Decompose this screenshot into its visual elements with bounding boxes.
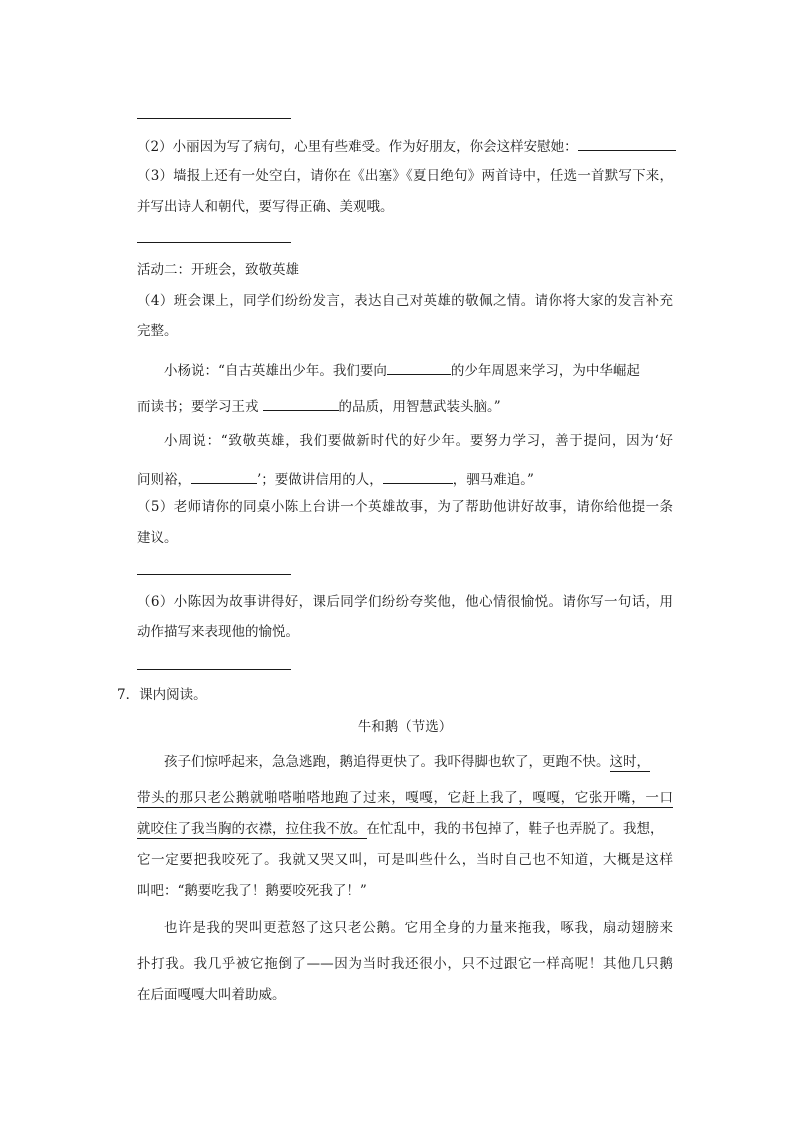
yang-speech-part-4: 的品质，用智慧武装头脑。” xyxy=(338,399,501,415)
underlined-text: 这时， xyxy=(609,754,650,770)
question-3-line-1: （3）墙报上还有一处空白，请你在《出塞》《夏日绝句》两首诗中，任选一首默写下来， xyxy=(137,168,673,184)
zhou-speech-line-1: 小周说：“致敬英雄，我们要做新时代的好少年。要努力学习，善于提问，因为‘好 xyxy=(164,433,673,449)
passage-para-1-line-4: 它一定要把我咬死了。我就又哭又叫，可是叫些什么，当时自己也不知道，大概是这样 xyxy=(137,852,673,868)
yang-speech-line-2 xyxy=(137,394,673,414)
passage-para-2-line-3: 在后面嘎嘎大叫着助威。 xyxy=(137,987,286,1003)
underlined-text: 就咬住了我当胸的衣襟，拉住我不放。 xyxy=(137,821,367,837)
passage-text: 在忙乱中，我的书包掉了，鞋子也弄脱了。我想， xyxy=(366,821,664,837)
passage-para-1-line-2 xyxy=(137,788,673,808)
question-6-line-2: 动作描写来表现他的愉悦。 xyxy=(137,624,299,640)
question-7-label: 7．课内阅读。 xyxy=(117,687,207,703)
question-3-line-2: 并写出诗人和朝代，要写得正确、美观哦。 xyxy=(137,199,394,215)
yang-speech-line-1 xyxy=(164,358,673,378)
answer-line[interactable] xyxy=(137,118,291,119)
zhou-speech-line-2 xyxy=(137,467,673,487)
passage-para-1-line-1 xyxy=(164,752,673,772)
answer-line[interactable] xyxy=(137,242,291,243)
passage-title: 牛和鹅（节选） xyxy=(357,719,453,735)
passage-para-2-line-1: 也许是我的哭叫更惹怒了这只老公鹅。它用全身的力量来拖我，啄我，扇动翅膀来 xyxy=(164,920,673,936)
yang-speech-part-3: 而读书；要学习王戎 xyxy=(137,399,259,415)
zhou-speech-part-2: 问则裕， xyxy=(137,472,191,488)
question-5-line-1: （5）老师请你的同桌小陈上台讲一个英雄故事，为了帮助他讲好故事，请你给他提一条 xyxy=(137,499,673,515)
passage-para-1-line-3 xyxy=(137,819,673,839)
underlined-text: 带头的那只老公鹅就啪嗒啪嗒地跑了过来，嘎嘎，它赶上我了，嘎嘎，它张开嘴，一口 xyxy=(137,790,673,806)
activity-2-heading: 活动二：开班会，致敬英雄 xyxy=(137,262,299,278)
answer-blank[interactable] xyxy=(387,358,451,375)
passage-para-1-line-5: 叫吧：“鹅要吃我了！鹅要咬死我了！” xyxy=(137,883,367,899)
question-4-line-2: 完整。 xyxy=(137,323,178,339)
passage-para-2-line-2: 扑打我。我几乎被它拖倒了——因为当时我还很小，只不过跟它一样高呢！其他几只鹅 xyxy=(137,956,673,972)
answer-blank[interactable] xyxy=(383,467,453,484)
yang-speech-part-2: 的少年周恩来学习，为中华崛起 xyxy=(450,363,640,379)
zhou-speech-part-3: ’；要做讲信用的人， xyxy=(257,472,383,488)
answer-line[interactable] xyxy=(137,574,291,575)
question-6-line-1: （6）小陈因为故事讲得好，课后同学们纷纷夸奖他，他心情很愉悦。请你写一句话，用 xyxy=(137,594,673,610)
zhou-speech-part-4: ，驷马难追。” xyxy=(452,472,534,488)
answer-line[interactable] xyxy=(137,669,291,670)
passage-text: 孩子们惊呼起来，急急逃跑，鹅追得更快了。我吓得脚也软了，更跑不快。 xyxy=(164,754,610,770)
question-4-line-1: （4）班会课上，同学们纷纷发言，表达自己对英雄的敬佩之情。请你将大家的发言补充 xyxy=(137,293,673,309)
answer-blank[interactable] xyxy=(578,134,676,151)
question-2 xyxy=(137,134,673,154)
question-5-line-2: 建议。 xyxy=(137,530,178,546)
question-2-text: （2）小丽因为写了病句，心里有些难受。作为好朋友，你会这样安慰她： xyxy=(137,139,578,155)
yang-speech-part-1: 小杨说：“自古英雄出少年。我们要向 xyxy=(164,363,387,379)
answer-blank[interactable] xyxy=(191,467,257,484)
answer-blank[interactable] xyxy=(263,394,339,411)
